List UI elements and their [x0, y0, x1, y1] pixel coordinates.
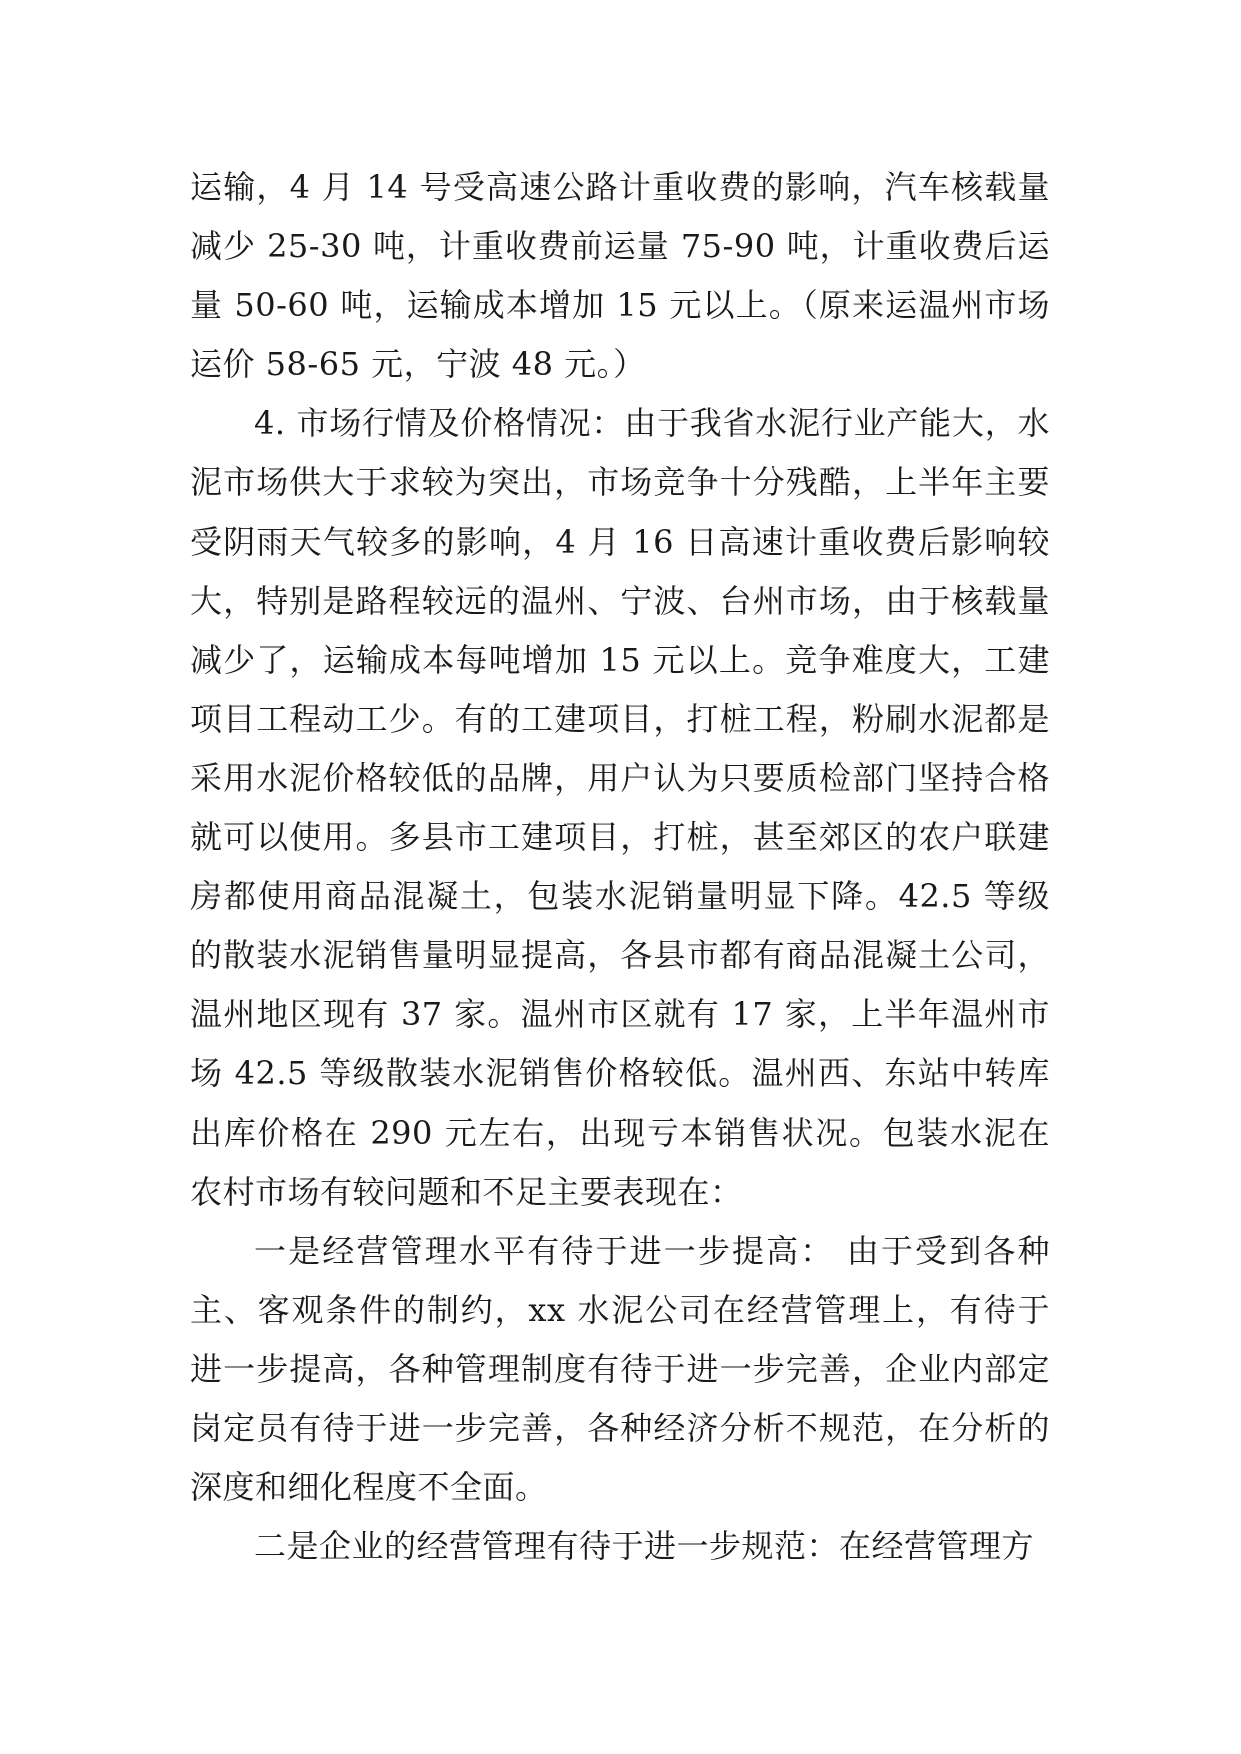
- paragraph-issue-two: 二是企业的经营管理有待于进一步规范：在经营管理方: [254, 1527, 1035, 1566]
- paragraph-issue-one: 一是经营管理水平有待于进一步提高： 由于受到各种主、客观条件的制约，xx 水泥公司在经营管理上，有待于进一步提高，各种管理制度有待于进一步完善，企业内部定岗定员有待于进一步完善，各种经济分析不规范，在分析的深度和细化程度不全面。: [190, 1231, 1050, 1507]
- document-body: [190, 158, 1050, 1576]
- paragraph-market-price: 4. 市场行情及价格情况：由于我省水泥行业产能大，水泥市场供大于求较为突出，市场竞争十分残酷，上半年主要受阴雨天气较多的影响，4 月 16 日高速计重收费后影响较大，特别是路程较远的温州、宁波、台州市场，由于核载量减少了，运输成本每吨增加 15 元以上。竞争难度大，工建项目工程动工少。有的工建项目，打桩工程，粉刷水泥都是采用水泥价格较低的品牌，用户认为只要质检部门坚持合格就可以使用。多县市工建项目，打桩，甚至郊区的农户联建房都使用商品混凝土，包装水泥销量明显下降。42.5 等级的散装水泥销售量明显提高，各县市都有商品混凝土公司，温州地区现有 37 家。温州市区就有 17 家，上半年温州市场 42.5 等级散装水泥销售价格较低。温州西、东站中转库出库价格在 290 元左右，出现亏本销售状况。包装水泥在农村市场有较问题和不足主要表现在：: [190, 404, 1050, 1211]
- paragraph-transport: 运输，4 月 14 号受高速公路计重收费的影响，汽车核载量减少 25-30 吨，计重收费前运量 75-90 吨，计重收费后运量 50-60 吨，运输成本增加 15 元以上。（原来运温州市场运价 58-65 元，宁波 48 元。）: [190, 168, 1050, 384]
